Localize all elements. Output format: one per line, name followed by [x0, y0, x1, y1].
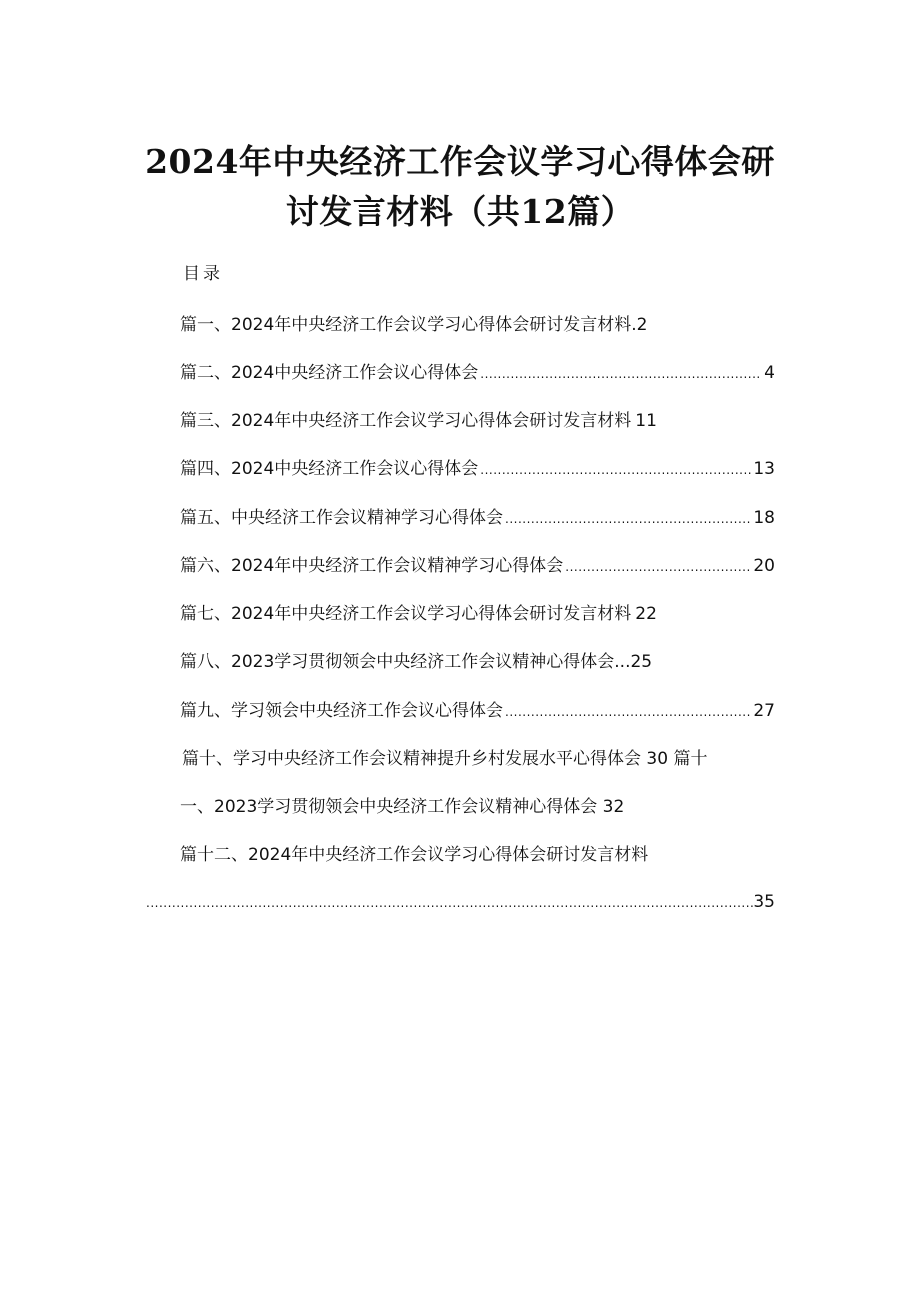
dot-leader — [505, 699, 751, 724]
toc-entry-page: 35 — [753, 892, 775, 912]
toc-entry-text: 篇五、中央经济工作会议精神学习心得体会 — [180, 508, 503, 528]
toc-entry-text: 篇二、2024中央经济工作会议心得体会 — [180, 363, 479, 383]
toc-entry-8[interactable] — [180, 649, 652, 675]
toc-entry-text: 篇三、2024年中央经济工作会议学习心得体会研讨发言材料 — [180, 411, 632, 431]
toc-entry-page: 22 — [635, 604, 657, 624]
dot-leader — [146, 890, 753, 915]
toc-entry-9[interactable] — [180, 698, 775, 724]
toc-entry-6[interactable] — [180, 553, 775, 579]
toc-entry-text: 篇六、2024年中央经济工作会议精神学习心得体会 — [180, 556, 564, 576]
toc-entry-text: 篇八、2023学习贯彻领会中央经济工作会议精神心得体会... — [180, 652, 631, 672]
toc-entry-5[interactable] — [180, 505, 775, 531]
toc-entry-page: 2 — [636, 315, 648, 335]
toc-entry-7[interactable] — [180, 601, 657, 627]
toc-entry-text: 篇一、2024年中央经济工作会议学习心得体会研讨发言材料. — [180, 315, 637, 335]
toc-entry-4[interactable] — [180, 456, 775, 482]
toc-entry-page: 20 — [753, 556, 775, 576]
toc-entry-text: 篇十二、2024年中央经济工作会议学习心得体会研讨发言材料 — [180, 845, 649, 865]
dot-leader — [565, 554, 751, 579]
dot-leader — [505, 506, 751, 531]
document-title-line-2: 讨发言材料（共12篇） — [285, 192, 635, 231]
dot-leader — [480, 361, 762, 386]
toc-entry-12[interactable] — [180, 842, 648, 868]
toc-entry-12-leader-line[interactable] — [146, 889, 775, 915]
toc-entry-1[interactable] — [180, 312, 648, 338]
toc-entry-3[interactable] — [180, 408, 657, 434]
toc-heading: 目录 — [183, 264, 223, 284]
toc-entry-page: 11 — [635, 411, 657, 431]
toc-entry-text: 篇九、学习领会中央经济工作会议心得体会 — [180, 701, 503, 721]
dot-leader — [480, 457, 751, 482]
toc-entry-page: 4 — [764, 363, 775, 383]
toc-entry-text: 篇十、学习中央经济工作会议精神提升乡村发展水平心得体会 30 篇十 — [182, 749, 708, 769]
toc-entry-page: 18 — [753, 508, 775, 528]
toc-entry-10[interactable] — [182, 746, 707, 772]
document-title-line-1: 2024年中央经济工作会议学习心得体会研 — [145, 142, 775, 181]
toc-entry-text: 篇四、2024中央经济工作会议心得体会 — [180, 459, 479, 479]
toc-entry-text: 篇七、2024年中央经济工作会议学习心得体会研讨发言材料 — [180, 604, 632, 624]
toc-entry-page: 25 — [630, 652, 653, 672]
toc-entry-page: 13 — [753, 459, 775, 479]
toc-entry-11[interactable] — [180, 794, 624, 820]
toc-entry-page: 27 — [753, 701, 775, 721]
toc-entry-2[interactable] — [180, 360, 775, 386]
toc-entry-text: 一、2023学习贯彻领会中央经济工作会议精神心得体会 32 — [180, 797, 625, 817]
